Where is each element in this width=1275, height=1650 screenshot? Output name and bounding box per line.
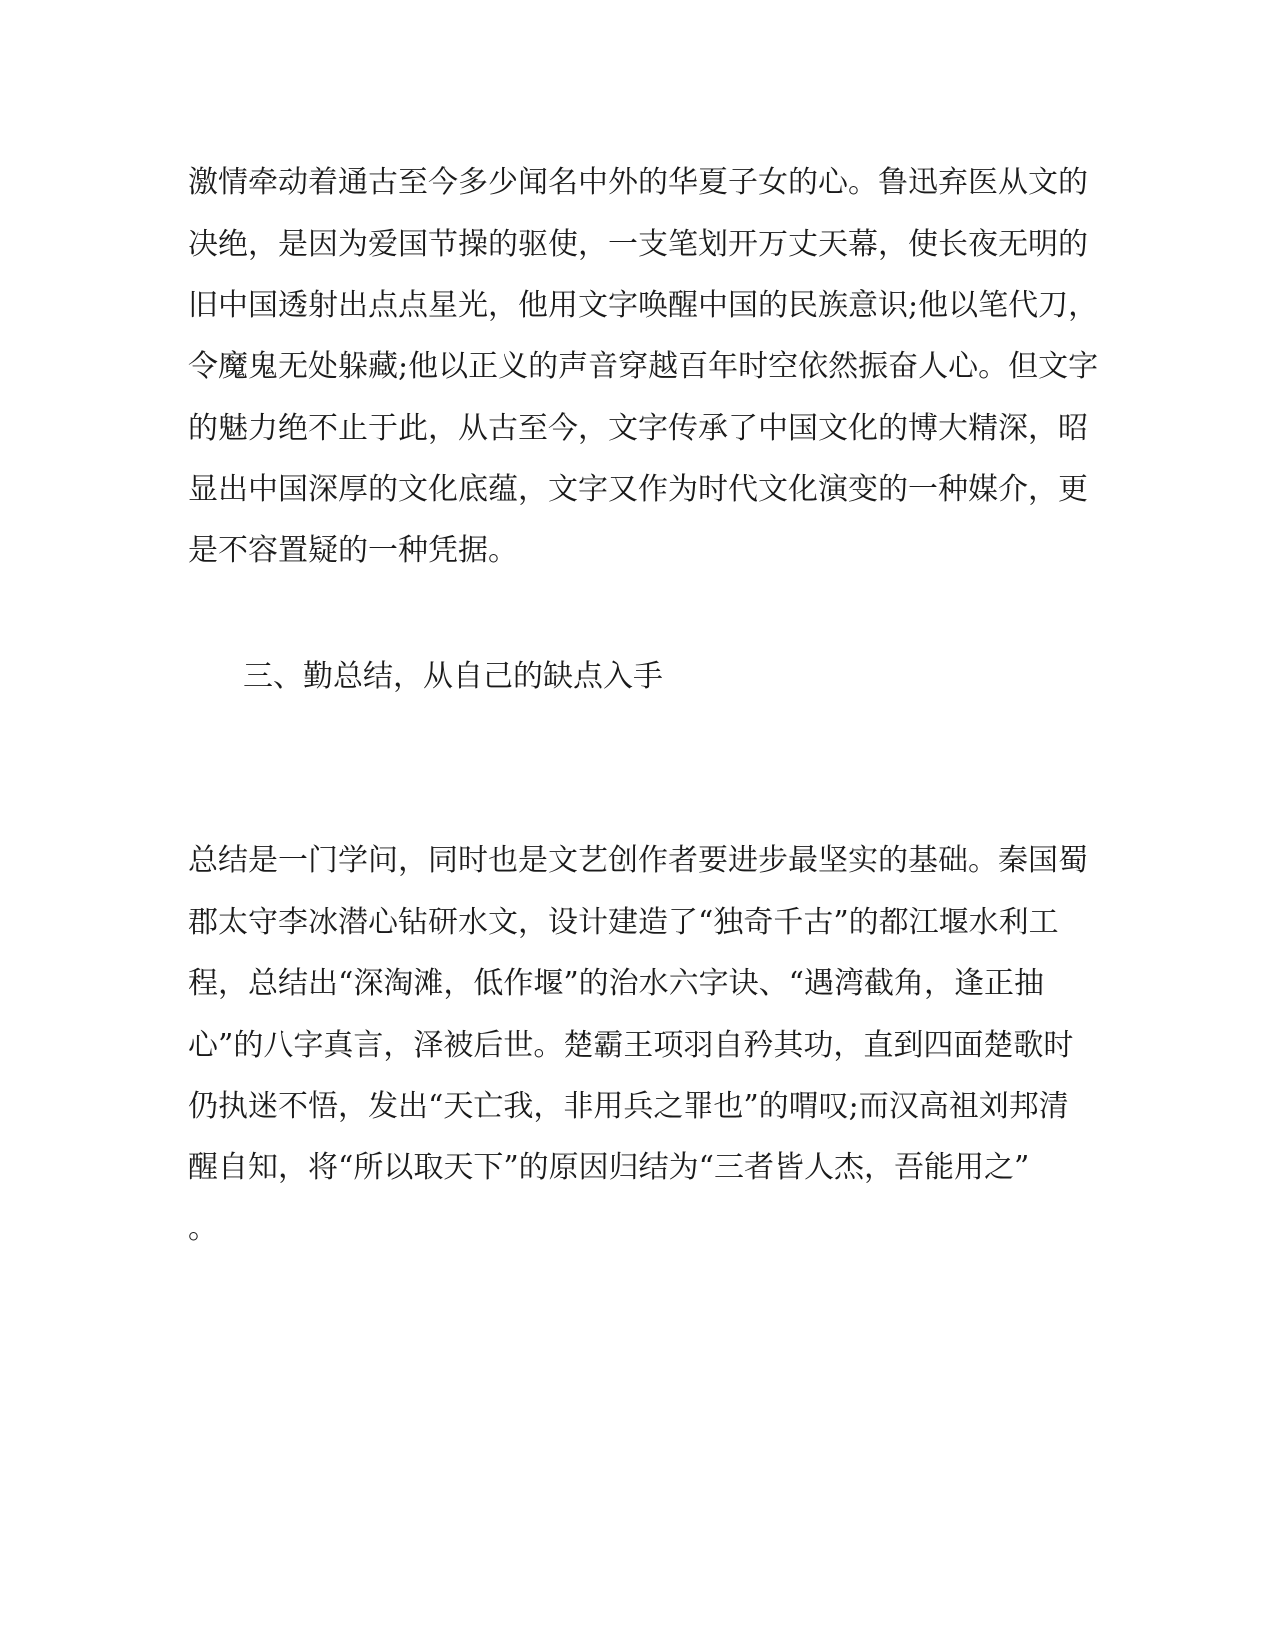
paragraph-line: 仍执迷不悟，发出“天亡我，非用兵之罪也”的喟叹;而汉高祖刘邦清: [188, 1089, 1069, 1124]
paragraph-line: 郡太守李冰潜心钻研水文，设计建造了“独奇千古”的都江堰水利工: [188, 905, 1059, 940]
paragraph-line: 是不容置疑的一种凭据。: [188, 533, 518, 568]
paragraph-line: 。: [188, 1211, 218, 1246]
paragraph-line: 显出中国深厚的文化底蕴，文字又作为时代文化演变的一种媒介，更: [188, 472, 1088, 507]
paragraph-line: 醒自知，将“所以取天下”的原因归结为“三者皆人杰，吾能用之”: [188, 1150, 1030, 1185]
paragraph-line: 令魔鬼无处躲藏;他以正义的声音穿越百年时空依然振奋人心。但文字: [188, 349, 1099, 384]
paragraph-line: 决绝，是因为爱国节操的驱使，一支笔划开万丈天幕，使长夜无明的: [188, 227, 1088, 262]
paragraph-line: 心”的八字真言，泽被后世。楚霸王项羽自矜其功，直到四面楚歌时: [188, 1028, 1074, 1063]
paragraph-line: 总结是一门学问，同时也是文艺创作者要进步最坚实的基础。秦国蜀: [188, 843, 1088, 878]
paragraph-line: 的魅力绝不止于此，从古至今，文字传承了中国文化的博大精深，昭: [188, 411, 1088, 446]
paragraph-line: 旧中国透射出点点星光，他用文字唤醒中国的民族意识;他以笔代刀，: [188, 288, 1099, 323]
section-heading: 三、勤总结，从自己的缺点入手: [243, 659, 663, 694]
paragraph-line: 程，总结出“深淘滩，低作堰”的治水六字诀、“遇湾截角，逢正抽: [188, 966, 1045, 1001]
paragraph-line: 激情牵动着通古至今多少闻名中外的华夏子女的心。鲁迅弃医从文的: [188, 165, 1088, 200]
